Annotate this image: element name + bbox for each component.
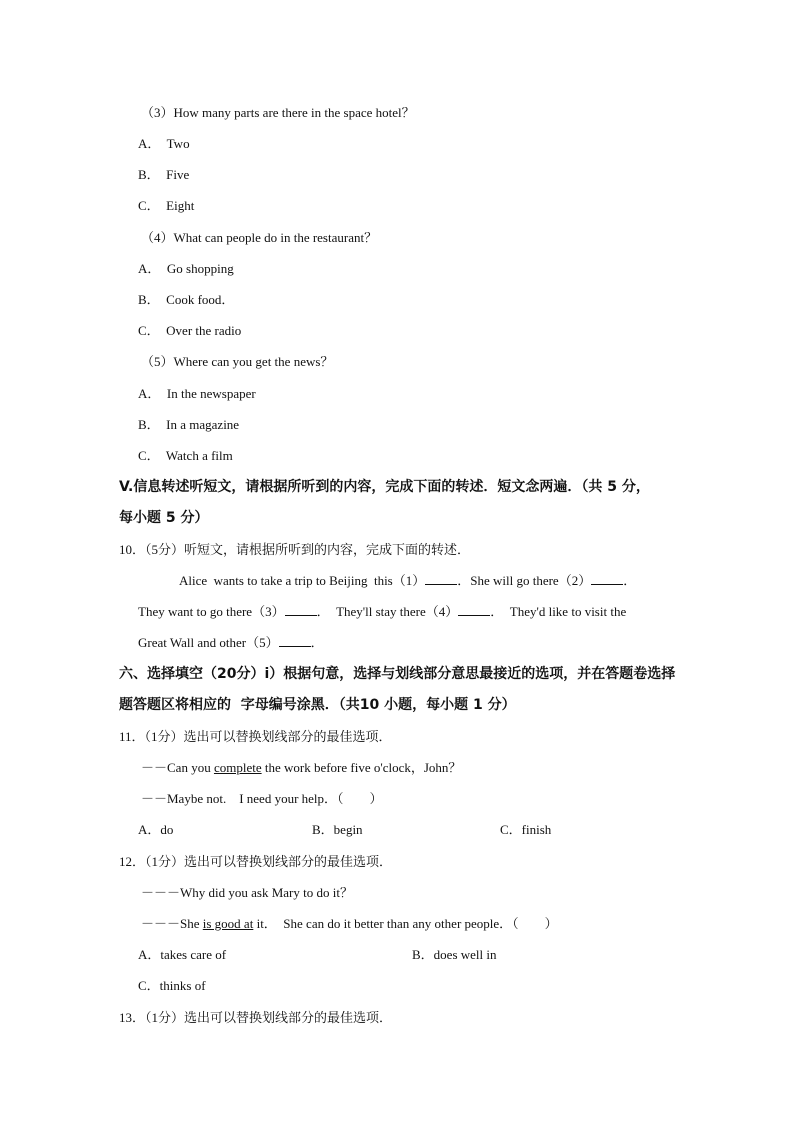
question-13-stem: 13．（1分）选出可以替换划线部分的最佳选项． xyxy=(119,1010,393,1025)
question-3-option-a: A． Two xyxy=(138,136,190,151)
question-5-option-b: B． In a magazine xyxy=(138,417,240,432)
question-5-option-c: C． Watch a film xyxy=(138,448,233,463)
section-5-heading-line-1: V.信息转述听短文，请根据所听到的内容，完成下面的转述．短文念两遍．（共 5 分， xyxy=(119,479,650,495)
section-6-heading-line-2: 题答题区将相应的 字母编号涂黑．（共10 小题，每小题 1 分） xyxy=(119,697,516,713)
underlined-word: complete xyxy=(213,760,262,775)
question-12-stem: 12．（1分）选出可以替换划线部分的最佳选项． xyxy=(119,854,393,869)
question-11-stem: 11．（1分）选出可以替换划线部分的最佳选项． xyxy=(119,729,392,744)
question-4-option-a: A． Go shopping xyxy=(138,261,234,276)
underlined-phrase: is good at xyxy=(202,916,254,931)
question-12-dialogue-line-2: －－－She is good at it． She can do it better than any other people．（ ） xyxy=(141,916,558,931)
answer-blank-5[interactable] xyxy=(279,634,311,647)
question-5-option-a: A． In the newspaper xyxy=(138,386,256,401)
section-5-heading-line-2: 每小题 5 分） xyxy=(119,510,209,526)
answer-blank-4[interactable] xyxy=(458,603,490,616)
question-3-stem: （3）How many parts are there in the space hotel？ xyxy=(141,105,415,120)
question-11-option-a: A．do xyxy=(138,822,174,837)
question-11-option-c: C．finish xyxy=(500,822,552,837)
question-12-option-c: C．thinks of xyxy=(138,978,206,993)
question-10-passage-line-2: They want to go there（3） ． They'll stay there（4） ． They'd like to visit the xyxy=(138,604,627,619)
question-10-passage-line-1: Alice wants to take a trip to Beijing this（1） ．She will go there（2） ． xyxy=(179,573,637,588)
question-12-option-b: B．does well in xyxy=(412,947,497,962)
question-11-dialogue-line-2: －－Maybe not. I need your help．（ ） xyxy=(141,791,383,806)
question-3-option-b: B． Five xyxy=(138,167,190,182)
question-11-dialogue-line-1: －－Can you complete the work before five o'clock，John？ xyxy=(141,760,462,775)
section-6-heading-line-1: 六、选择填空（20分）i）根据句意，选择与划线部分意思最接近的选项，并在答题卷选择 xyxy=(119,666,676,682)
question-12-dialogue-line-1: －－－Why did you ask Mary to do it？ xyxy=(141,885,353,900)
question-5-stem: （5）Where can you get the news？ xyxy=(141,354,334,369)
question-12-option-a: A．takes care of xyxy=(138,947,227,962)
answer-blank-2[interactable] xyxy=(591,572,623,585)
question-10-passage-line-3: Great Wall and other（5） ． xyxy=(138,635,324,650)
question-10-stem: 10．（5分）听短文，请根据所听到的内容，完成下面的转述． xyxy=(119,542,471,557)
question-4-option-b: B． Cook food． xyxy=(138,292,235,307)
question-3-option-c: C． Eight xyxy=(138,198,195,213)
question-4-stem: （4）What can people do in the restaurant？ xyxy=(141,230,378,245)
answer-blank-1[interactable] xyxy=(425,572,457,585)
question-11-option-b: B．begin xyxy=(312,822,363,837)
question-4-option-c: C． Over the radio xyxy=(138,323,242,338)
answer-blank-3[interactable] xyxy=(285,603,317,616)
